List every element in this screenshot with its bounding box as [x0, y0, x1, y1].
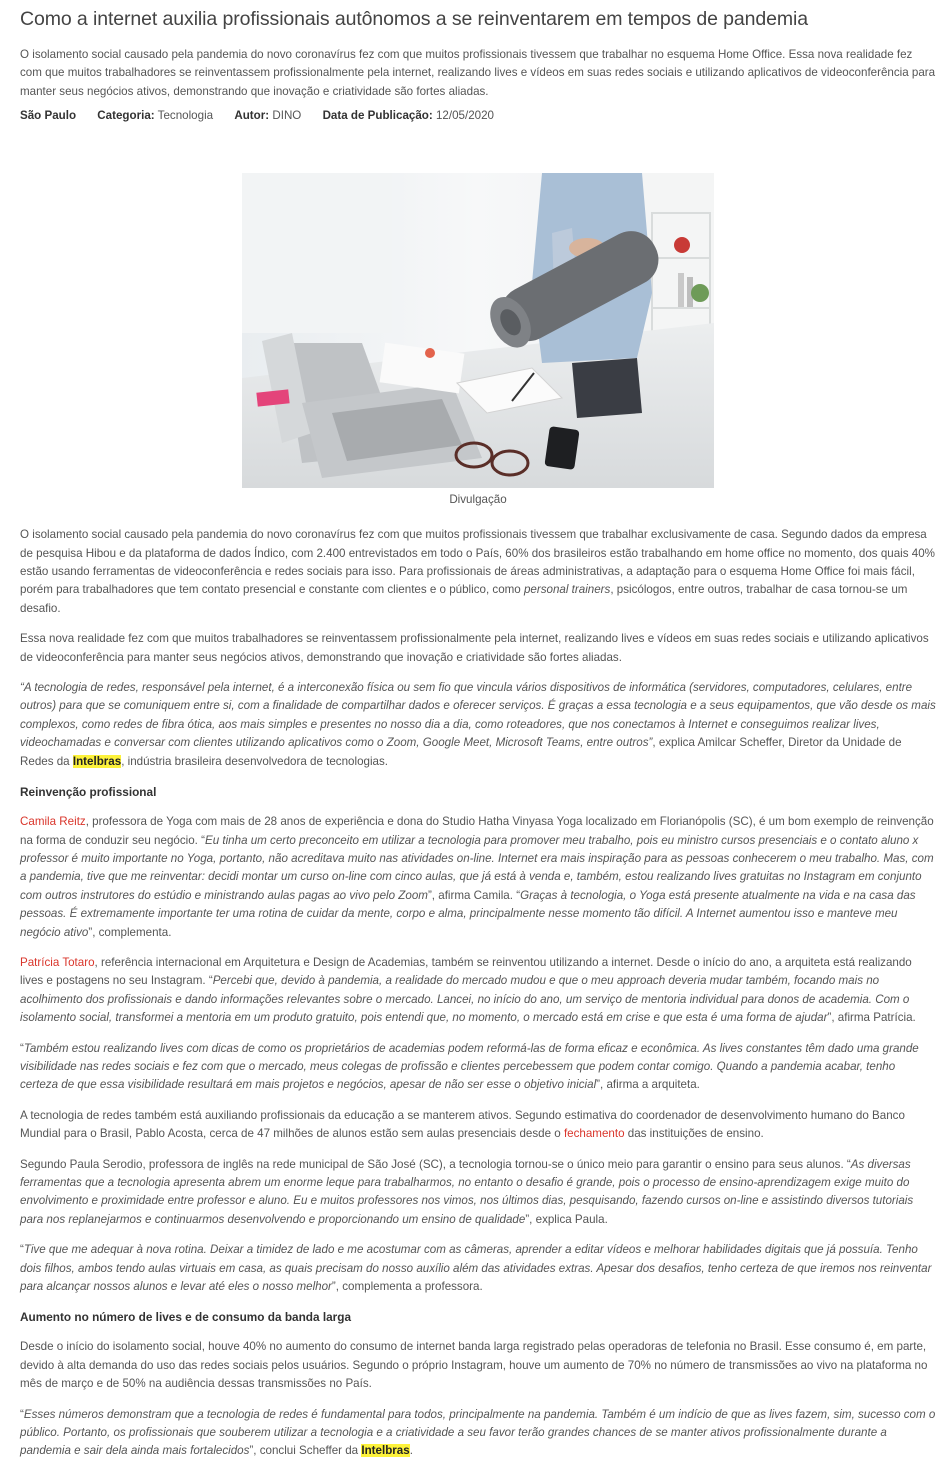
- image-caption: Divulgação: [449, 493, 507, 507]
- meta-location: São Paulo: [20, 109, 77, 123]
- person-link-camila[interactable]: Camila Reitz: [20, 815, 86, 829]
- paragraph: Desde o início do isolamento social, houve 40% no aumento do consumo de internet banda larga registrado pelas operadoras de telefonia no Brasil. Esse consumo é, em parte, devido à alta demanda do uso das redes sociais pelos usuários. Segundo o próprio Instagram, houve um aumento de 70% no número de transmissões ao vivo na plataforma no mês de março e de 50% na audiência dessas transmissões no País.: [20, 1340, 928, 1391]
- quote-paragraph: “Tive que me adequar à nova rotina. Deixar a timidez de lado e me acostumar com as câmeras, aprender a editar vídeos e melhorar habilidades digitais que já possuía. Tenho dois filhos, ambos tendo aulas virtuais em casa, as quais precisam do nosso auxílio além das atividades extras. Apesar dos desafios, tenho certeza de que iremos nos reinventar para alcançar nossos alunos e levar até eles o nosso melhor”, complementa a professora.: [20, 1243, 932, 1294]
- paragraph: Patrícia Totaro, referência internacional em Arquitetura e Design de Academias, também se reinventou utilizando a internet. Desde o início do ano, a arquiteta está realizando lives e postagens no seu Instagram. “Percebi que, devido à pandemia, a realidade do mercado mudou e que o meu approach deveria mudar também, focando mais no acolhimento dos profissionais e dando informações relevantes sobre o mercado. Lancei, no início do ano, um serviço de mentoria individual para donos de academia. Com o isolamento social, transformei a mentoria em um produto gratuito, pois entendi que, no momento, o mercado está em crise e que esta é uma forma de ajudar”, afirma Patrícia.: [20, 955, 916, 1025]
- brand-highlight[interactable]: Intelbras: [361, 1444, 410, 1458]
- fechamento-link[interactable]: fechamento: [563, 1127, 625, 1141]
- brand-highlight[interactable]: Intelbras: [72, 754, 122, 768]
- section-heading-aumento: Aumento no número de lives e de consumo da banda larga: [20, 1310, 352, 1325]
- article-lead: O isolamento social causado pela pandemia do novo coronavírus fez com que muitos profissionais tivessem que trabalhar no esquema Home Office. Essa nova realidade fez com que muitos trabalhadores se reinventassem profissionalmente pela internet, realizando lives e vídeos em suas redes sociais e utilizando aplicativos de videoconferência para manter seus negócios ativos, demonstrando que inovação e criatividade são fortes aliadas.: [20, 48, 936, 98]
- person-link-patricia[interactable]: Patrícia Totaro: [20, 955, 95, 969]
- article-title: Como a internet auxilia profissionais autônomos a se reinventarem em tempos de pandemia: [20, 8, 808, 30]
- quote-paragraph: “A tecnologia de redes, responsável pela internet, é a interconexão física ou sem fio que vincula vários dispositivos de informática (servidores, computadores, celulares, entre outros) para que se comuniquem entre si, com a finalidade de compartilhar dados e oferecer serviços. É graças a essa tecnologia e a seus equipamentos, que vão desde os mais complexos, como redes de fibra ótica, aos mais simples e presentes no nosso dia a dia, como roteadores, que nos conectamos à Internet e conseguimos realizar lives, videochamadas e conversar com clientes utilizando aplicativos como o Zoom, Google Meet, Microsoft Teams, entre outros”, explica Amilcar Scheffer, Diretor da Unidade de Redes da Intelbras, indústria brasileira desenvolvedora de tecnologias.: [20, 681, 936, 768]
- paragraph: Essa nova realidade fez com que muitos trabalhadores se reinventassem profissionalmente pela internet, realizando lives e vídeos em suas redes sociais e utilizando aplicativos de videoconferência para manter seus negócios ativos, demonstrando que inovação e criatividade são fortes aliadas.: [20, 632, 929, 664]
- paragraph: Segundo Paula Serodio, professora de inglês na rede municipal de São José (SC), a tecnologia tornou-se o único meio para garantir o ensino para seus alunos. “As diversas ferramentas que a tecnologia apresenta abrem um enorme leque para trabalharmos, no entanto o desafio é grande, pois o processo de ensino-aprendizagem exige muito do envolvimento e proximidade entre professor e aluno. Eu e muitos professores nos vimos, nos últimos dias, pesquisando, fazendo cursos on-line e assistindo diversos tutoriais para nos replanejarmos e continuarmos desenvolvendo e proporcionando um ensino de qualidade”, explica Paula.: [20, 1157, 914, 1226]
- article-figure: [20, 173, 936, 508]
- paragraph: Camila Reitz, professora de Yoga com mais de 28 anos de experiência e dona do Studio Hatha Vinyasa Yoga localizado em Florianópolis (SC), é um bom exemplo de reinvenção na forma de conduzir seu negócio. “Eu tinha um certo preconceito em utilizar a tecnologia para promover meu trabalho, pois eu ministro cursos presenciais e o contato aluno x professor é muito importante no Yoga, portanto, não acreditava muito nas atividades on-line. Internet era mais inspiração para as pessoas conhecerem o meu trabalho. Mas, com a pandemia, tive que me reinventar: decidi montar um curso on-line com cinco aulas, que já está à venda e, também, estou realizando lives gratuitas no Instagram em conjunto com outros instrutores do estúdio e ministrando aulas pagas ao vivo pelo Zoom”, afirma Camila. “Graças à tecnologia, o Yoga está presente atualmente na vida e na casa das pessoas. É extremamente importante ter uma rotina de cuidar da mente, corpo e alma, principalmente nesse momento tão difícil. A Internet aumentou isso e manteve meu negócio ativo”, complementa.: [20, 815, 934, 939]
- quote-paragraph: “Esses números demonstram que a tecnologia de redes é fundamental para todos, principalmente na pandemia. Também é um indício de que as lives fazem, sim, sucesso com o público. Portanto, os profissionais que souberem utilizar a tecnologia e a criatividade a seu favor terão grandes chances de se manter ativos profissionalmente durante a pandemia e sair dela ainda mais fortalecidos”, conclui Scheffer da Intelbras.: [20, 1407, 936, 1458]
- article-meta: [20, 107, 936, 125]
- paragraph: A tecnologia de redes também está auxiliando profissionais da educação a se manterem ativos. Segundo estimativa do coordenador de desenvolvimento humano do Banco Mundial para o Brasil, Pablo Acosta, cerca de 47 milhões de alunos estão sem aulas presenciais desde o fechamento das instituições de ensino.: [20, 1108, 905, 1141]
- quote-paragraph: “Também estou realizando lives com dicas de como os proprietários de academias podem reformá-las de forma eficaz e econômica. As lives constantes têm dado uma grande visibilidade nas redes sociais e fez com que o mercado, meus colegas de profissão e clientes percebessem que podem contar comigo. Quando a pandemia acabar, tenho certeza de que essa visibilidade resultará em mais projetos e negócios, apesar de não ser esse o objetivo inicial”, afirma a arquiteta.: [20, 1041, 919, 1092]
- meta-author: Autor: DINO: [234, 109, 302, 123]
- section-heading-reinvencao: Reinvenção profissional: [20, 785, 157, 800]
- meta-category[interactable]: Categoria: Tecnologia: [97, 109, 214, 123]
- paragraph: O isolamento social causado pela pandemia do novo coronavírus fez com que muitos profissionais tivessem que trabalhar exclusivamente de casa. Segundo dados da empresa de pesquisa Hibou e da plataforma de dados Índico, com 2.400 entrevistados em todo o País, 60% dos brasileiros estão trabalhando em home office no momento, dos quais 40% estão usando ferramentas de videoconferência e redes sociais para isso. Para profissionais de áreas administrativas, a adaptação para o esquema Home Office foi mais fácil, porém para trabalhadores que tem contato presencial e constante com clientes e o público, como personal trainers, psicólogos, entre outros, trabalhar de casa tornou-se um desafio.: [20, 528, 935, 615]
- meta-date: Data de Publicação: 12/05/2020: [322, 109, 495, 123]
- article-photo: [242, 173, 714, 488]
